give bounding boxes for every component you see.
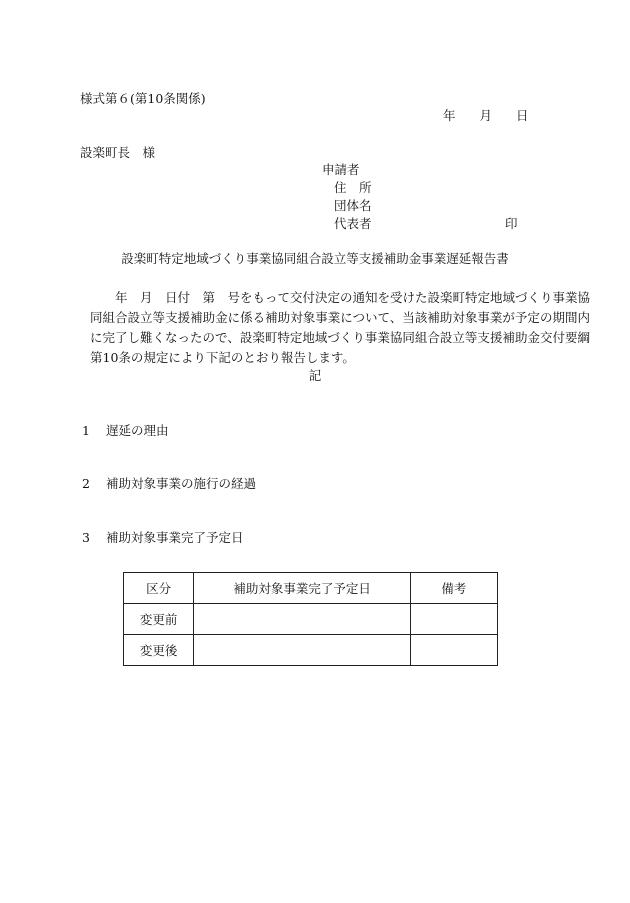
document-title: 設楽町特定地域づくり事業協同組合設立等支援補助金事業遅延報告書 xyxy=(121,251,509,266)
form-label: 様式第６(第10条関係) xyxy=(80,91,206,106)
row-label-after: 変更後 xyxy=(124,635,194,666)
date-line xyxy=(443,107,529,125)
row-label-before: 変更前 xyxy=(124,604,194,635)
applicant-heading: 申請者 xyxy=(322,162,360,177)
applicant-address-label: 住 所 xyxy=(334,180,372,195)
section-2 xyxy=(82,475,256,493)
cell-remarks-after xyxy=(410,635,497,666)
date-day: 日 xyxy=(516,108,529,123)
table-row xyxy=(124,635,498,666)
section-3 xyxy=(82,529,243,547)
ki-marker: 記 xyxy=(308,368,322,383)
applicant-representative-label: 代表者 xyxy=(334,216,372,231)
section-label: 遅延の理由 xyxy=(105,423,169,438)
section-1 xyxy=(82,422,168,440)
section-label: 補助対象事業の施行の経過 xyxy=(105,476,256,491)
report-body: 年 月 日付 第 号をもって交付決定の通知を受けた設楽町特定地域づくり事業協同組合設立等支援補助金に係る補助対象事業について、当該補助対象事業が予定の期間内に完了し難くなったので、設楽町特定地域づくり事業協同組合設立等支援補助金交付要綱第10条の規定により下記のとおり報告します。 xyxy=(90,290,591,365)
section-label: 補助対象事業完了予定日 xyxy=(105,530,244,545)
header-category: 区分 xyxy=(124,573,194,604)
section-number: 2 xyxy=(82,476,90,491)
section-number: 1 xyxy=(82,423,90,438)
header-completion-date: 補助対象事業完了予定日 xyxy=(194,573,411,604)
cell-remarks-before xyxy=(410,604,497,635)
section-number: 3 xyxy=(82,530,90,545)
table-row xyxy=(124,604,498,635)
applicant-group-label: 団体名 xyxy=(334,198,372,213)
cell-completion-date-before xyxy=(194,604,411,635)
completion-date-table xyxy=(123,572,498,666)
date-month: 月 xyxy=(479,108,493,123)
header-remarks: 備考 xyxy=(410,573,497,604)
date-year: 年 xyxy=(443,108,456,123)
table-header-row xyxy=(124,573,498,604)
cell-completion-date-after xyxy=(194,635,411,666)
addressee: 設楽町長 様 xyxy=(80,145,156,160)
seal-mark: 印 xyxy=(505,216,518,231)
